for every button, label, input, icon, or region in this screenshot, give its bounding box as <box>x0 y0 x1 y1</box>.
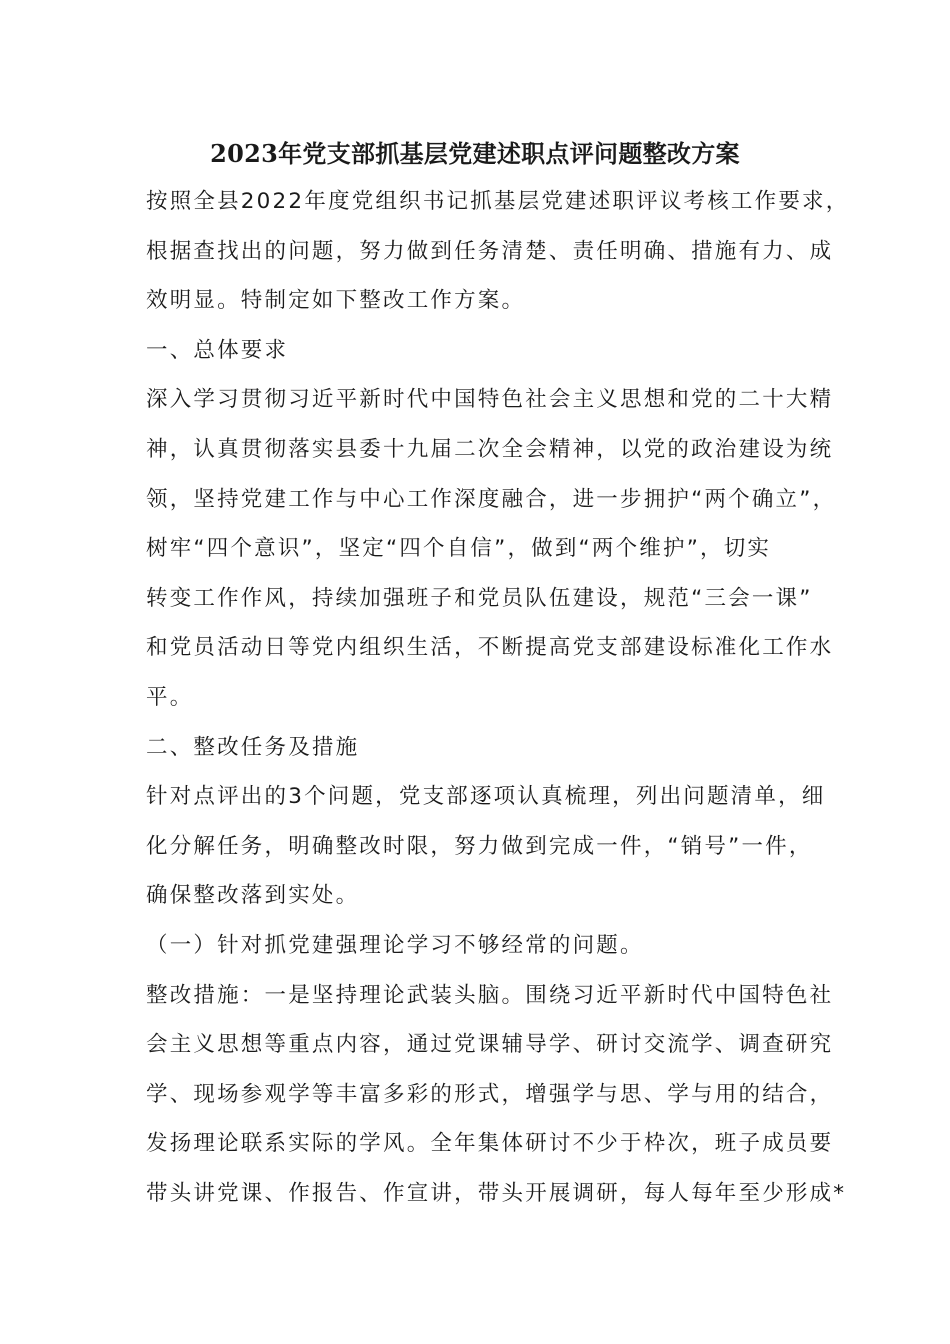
body-line: 针对点评出的3个问题，党支部逐项认真梳理，列出问题清单，细 <box>146 784 826 810</box>
body-line: 化分解任务，明确整改时限，努力做到完成一件，“销号”一件， <box>146 833 813 859</box>
body-line: 转变工作作风，持续加强班子和党员队伍建设，规范“三会一课” <box>146 585 813 611</box>
document-body <box>146 182 850 1223</box>
body-line: 和党员活动日等党内组织生活，不断提高党支部建设标准化工作水 <box>146 635 834 661</box>
body-line: 整改措施：一是坚持理论武装头脑。围绕习近平新时代中国特色社 <box>146 982 834 1008</box>
body-line: 会主义思想等重点内容，通过党课辅导学、研讨交流学、调查研究 <box>146 1032 834 1058</box>
section-heading-general-requirements: 一、总体要求 <box>146 337 289 363</box>
body-line: 发扬理论联系实际的学风。全年集体研讨不少于枠次，班子成员要 <box>146 1131 834 1157</box>
body-line: 平。 <box>146 684 194 710</box>
body-line: 根据查找出的问题，努力做到任务清楚、责任明确、措施有力、成 <box>146 238 834 264</box>
body-line: 神，认真贯彻落实县委十九届二次全会精神，以党的政治建设为统 <box>146 436 834 462</box>
body-line: 学、现场参观学等丰富多彩的形式，增强学与思、学与用的结合， <box>146 1081 834 1107</box>
body-line: 深入学习贯彻习近平新时代中国特色社会主义思想和党的二十大精 <box>146 387 834 413</box>
body-line: 确保整改落到实处。 <box>146 883 360 909</box>
body-line: 领，坚持党建工作与中心工作深度融合，进一步拥护“两个确立”， <box>146 486 837 512</box>
subsection-heading-1: （一）针对抓党建强理论学习不够经常的问题。 <box>146 932 644 958</box>
body-line: 按照全县2022年度党组织书记抓基层党建述职评议考核工作要求， <box>146 189 850 214</box>
body-line: 效明显。特制定如下整改工作方案。 <box>146 288 526 314</box>
document-title: 2023年党支部抓基层党建述职点评问题整改方案 <box>210 139 740 168</box>
body-line: 带头讲党课、作报告、作宣讲，带头开展调研，每人每年至少形成* <box>146 1180 847 1206</box>
body-line: 树牢“四个意识”，坚定“四个自信”，做到“两个维护”，切实 <box>146 536 772 562</box>
section-heading-tasks-and-measures: 二、整改任务及措施 <box>146 734 360 760</box>
